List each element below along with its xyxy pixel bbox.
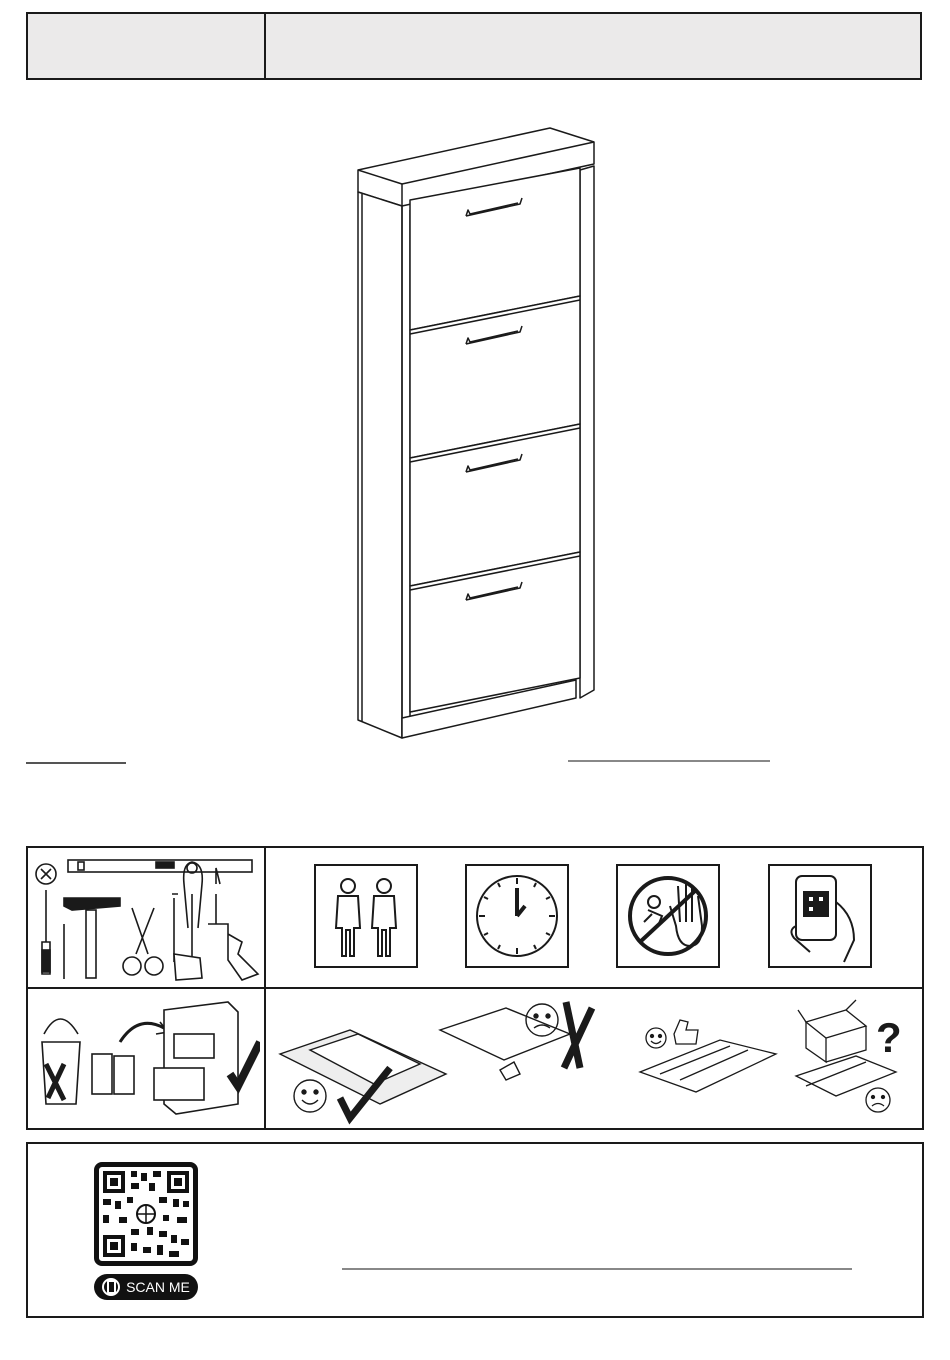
divider-right (568, 760, 770, 762)
divider-left (26, 762, 126, 764)
protective-surface-icon (270, 994, 610, 1126)
svg-text:?: ? (876, 1014, 902, 1061)
packaging-parts-icon (786, 996, 920, 1120)
phone-icon (102, 1278, 120, 1296)
header-left-cell (28, 14, 266, 78)
scan-me-button[interactable] (94, 1274, 198, 1300)
qr-section (26, 1142, 924, 1318)
qr-code[interactable] (94, 1162, 198, 1266)
header-bar (26, 12, 922, 80)
tools-required-icon (32, 854, 260, 982)
header-right-cell (266, 14, 920, 78)
scan-me-label: SCAN ME (126, 1279, 190, 1295)
assembly-notes-grid (26, 846, 924, 1130)
sort-parts-icon (630, 1000, 780, 1110)
two-people-icon (314, 864, 418, 968)
qr-divider-line (342, 1268, 852, 1270)
clock-icon (465, 864, 569, 968)
scan-qr-phone-icon (768, 864, 872, 968)
keep-instructions-icon (34, 994, 260, 1126)
no-children-icon (616, 864, 720, 968)
shoe-cabinet-illustration (340, 120, 610, 750)
